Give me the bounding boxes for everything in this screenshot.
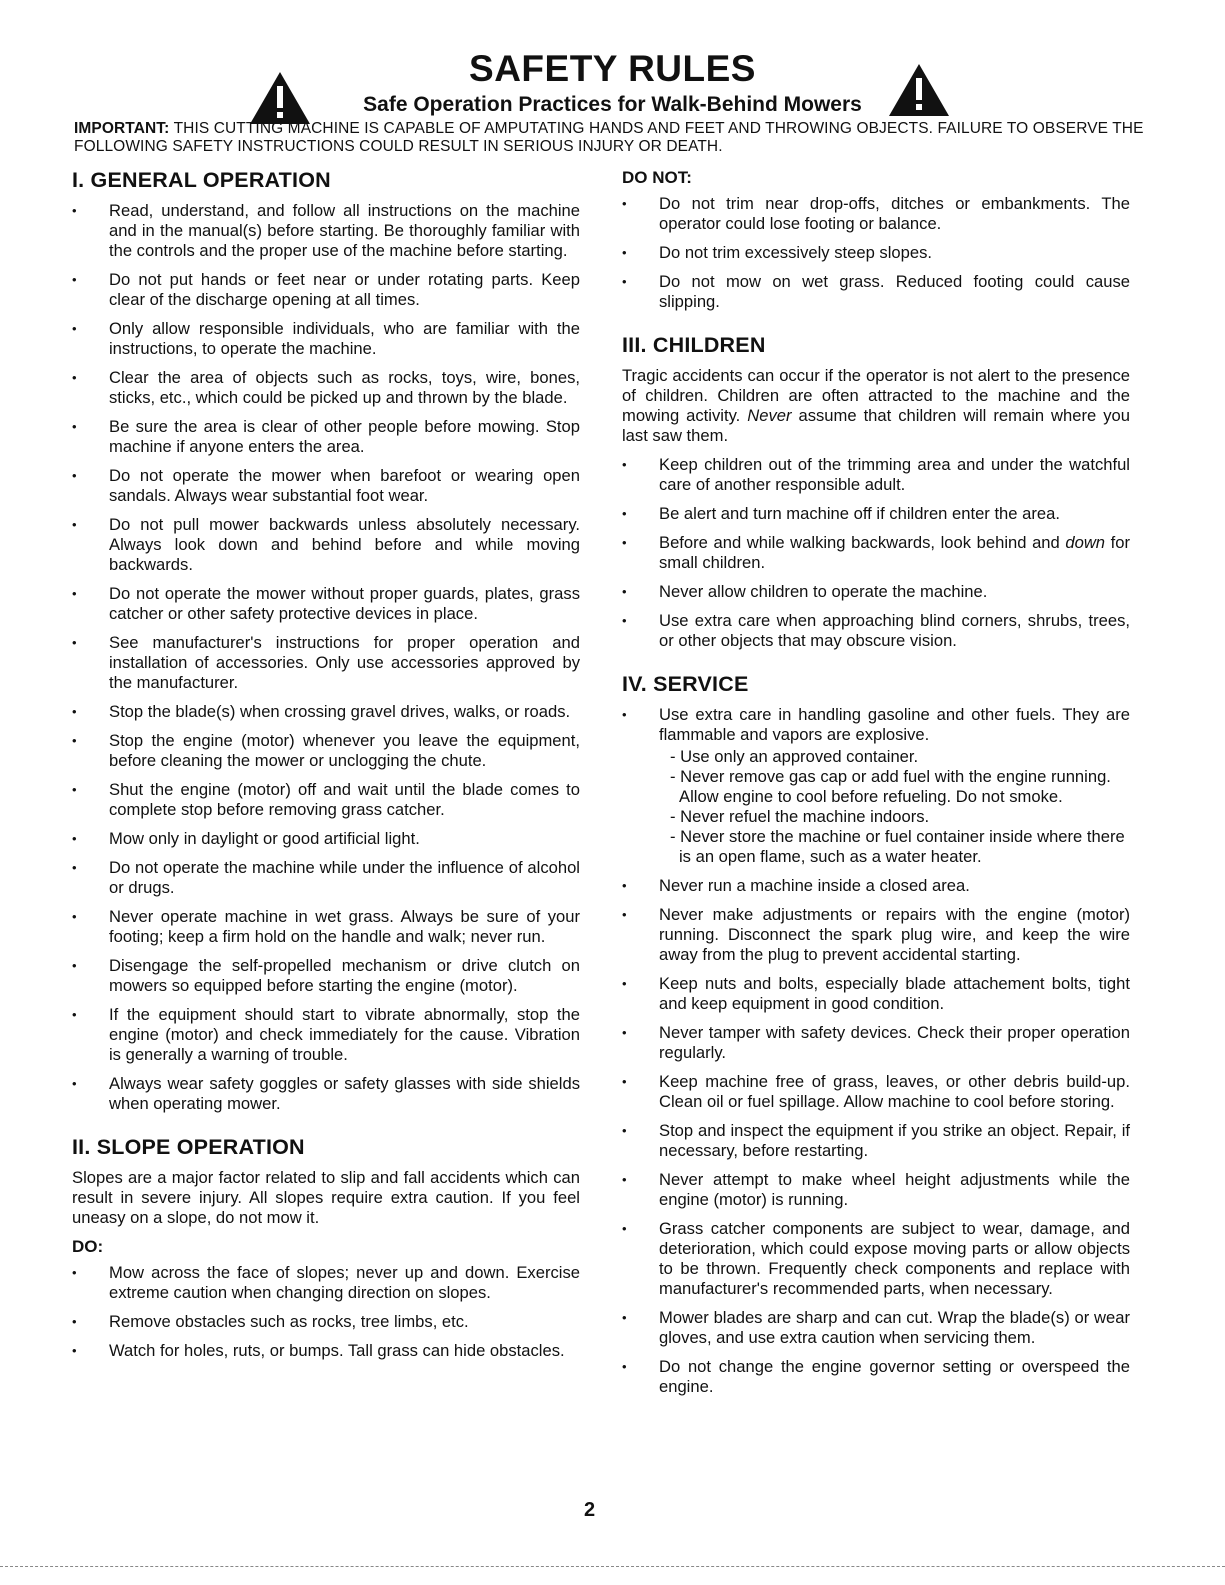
list-item: • Do not pull mower backwards unless absolutely necessary. Always look down and behind before and while moving backwards. (72, 515, 580, 575)
list-item: • Use extra care in handling gasoline and other fuels. They are flammable and vapors are explosive. (622, 705, 1130, 745)
list-item: • Read, understand, and follow all instructions on the machine and in the manual(s) before starting. Be thoroughly familiar with the controls and the proper use of the machine before starting. (72, 201, 580, 261)
service-list-continued (622, 876, 1130, 1397)
sub-item: - Never remove gas cap or add fuel with the engine running. Allow engine to cool before refueling. Do not smoke. (670, 767, 1111, 806)
important-text: THIS CUTTING MACHINE IS CAPABLE OF AMPUTATING HANDS AND FEET AND THROWING OBJECTS. FAILURE TO OBSERVE THE FOLLOWING SAFETY INSTRUCTIONS COULD RESULT IN SERIOUS INJURY OR DEATH. (74, 120, 1144, 155)
list-item: • Never attempt to make wheel height adjustments while the engine (motor) is running. (622, 1170, 1130, 1210)
list-item: • Stop the blade(s) when crossing gravel drives, walks, or roads. (72, 702, 580, 722)
list-item: • Mow across the face of slopes; never up and down. Exercise extreme caution when changing direction on slopes. (72, 1263, 580, 1303)
list-item: • Never operate machine in wet grass. Always be sure of your footing; keep a firm hold on the handle and walk; never run. (72, 907, 580, 947)
list-item: • Do not operate the machine while under the influence of alcohol or drugs. (72, 858, 580, 898)
list-item: • Use extra care when approaching blind corners, shrubs, trees, or other objects that may obscure vision. (622, 611, 1130, 651)
list-item: • If the equipment should start to vibrate abnormally, stop the engine (motor) and check immediately for the cause. Vibration is generally a warning of trouble. (72, 1005, 580, 1065)
children-intro: Tragic accidents can occur if the operator is not alert to the presence of children. Children are often attracted to the machine and the mowing activity. Never assume that children will remain where you last saw them. (622, 366, 1130, 445)
list-item: • Watch for holes, ruts, or bumps. Tall grass can hide obstacles. (72, 1341, 580, 1361)
list-item: • Do not change the engine governor setting or overspeed the engine. (622, 1357, 1130, 1397)
page-number: 2 (584, 1499, 596, 1521)
list-item: • Do not put hands or feet near or under rotating parts. Keep clear of the discharge opening at all times. (72, 270, 580, 310)
list-item: • Before and while walking backwards, look behind and down for small children. (622, 533, 1130, 573)
list-item: • Keep children out of the trimming area and under the watchful care of another responsible adult. (622, 455, 1130, 495)
general-heading: I. GENERAL OPERATION (72, 168, 331, 192)
list-item: • Disengage the self-propelled mechanism or drive clutch on mowers so equipped before starting the engine (motor). (72, 956, 580, 996)
list-item: • Do not mow on wet grass. Reduced footing could cause slipping. (622, 272, 1130, 312)
list-item: • Always wear safety goggles or safety glasses with side shields when operating mower. (72, 1074, 580, 1114)
list-item: • Never make adjustments or repairs with the engine (motor) running. Disconnect the spark plug wire, and keep the wire away from the plug to prevent accidental starting. (622, 905, 1130, 965)
service-list (622, 705, 1130, 745)
children-list (622, 455, 1130, 651)
list-item: • Do not trim excessively steep slopes. (622, 243, 1130, 263)
list-item: • See manufacturer's instructions for proper operation and installation of accessories. Only use accessories approved by the manufacturer. (72, 633, 580, 693)
do-list (72, 1263, 580, 1361)
warning-triangle-icon (887, 62, 951, 118)
page-subtitle: Safe Operation Practices for Walk-Behind Mowers (363, 93, 862, 116)
list-item: • Keep machine free of grass, leaves, or other debris build-up. Clean oil or fuel spillage. Allow machine to cool before storing. (622, 1072, 1130, 1112)
page-title: SAFETY RULES (469, 48, 756, 89)
sub-item: - Never store the machine or fuel container inside where there is an open flame, such as a water heater. (670, 827, 1125, 866)
list-item: • Never run a machine inside a closed area. (622, 876, 1130, 896)
list-item: • Remove obstacles such as rocks, tree limbs, etc. (72, 1312, 580, 1332)
list-item: • Only allow responsible individuals, who are familiar with the instructions, to operate the machine. (72, 319, 580, 359)
important-label: IMPORTANT: (74, 120, 170, 137)
list-item: • Shut the engine (motor) off and wait until the blade comes to complete stop before removing grass catcher. (72, 780, 580, 820)
list-item: • Keep nuts and bolts, especially blade attachement bolts, tight and keep equipment in good condition. (622, 974, 1130, 1014)
right-column (622, 168, 1130, 1406)
list-item: • Do not trim near drop-offs, ditches or embankments. The operator could lose footing or balance. (622, 194, 1130, 234)
list-item: • Be alert and turn machine off if children enter the area. (622, 504, 1130, 524)
left-column (72, 168, 580, 1370)
list-item: • Stop and inspect the equipment if you strike an object. Repair, if necessary, before restarting. (622, 1121, 1130, 1161)
fuel-sub-list (622, 747, 1130, 867)
general-list (72, 201, 580, 1114)
sub-item: - Never refuel the machine indoors. (670, 807, 930, 826)
list-item: • Stop the engine (motor) whenever you leave the equipment, before cleaning the mower or unclogging the chute. (72, 731, 580, 771)
list-item: • Mow only in daylight or good artificial light. (72, 829, 580, 849)
children-heading: III. CHILDREN (622, 333, 766, 357)
list-item: • Do not operate the mower without proper guards, plates, grass catcher or other safety protective devices in place. (72, 584, 580, 624)
bottom-border (0, 1566, 1225, 1567)
sub-item: - Use only an approved container. (670, 747, 919, 766)
do-heading: DO: (72, 1237, 104, 1256)
list-item: • Do not operate the mower when barefoot or wearing open sandals. Always wear substantial foot wear. (72, 466, 580, 506)
donot-heading: DO NOT: (622, 168, 692, 187)
list-item: • Never tamper with safety devices. Check their proper operation regularly. (622, 1023, 1130, 1063)
donot-list (622, 194, 1130, 312)
list-item: • Never allow children to operate the machine. (622, 582, 1130, 602)
slope-intro: Slopes are a major factor related to slip and fall accidents which can result in severe injury. All slopes require extra caution. If you feel uneasy on a slope, do not mow it. (72, 1168, 580, 1227)
list-item: • Grass catcher components are subject to wear, damage, and deterioration, which could expose moving parts or allow objects to be thrown. Frequently check components and replace with manufacturer's recommended parts, when necessary. (622, 1219, 1130, 1299)
important-notice (74, 120, 1154, 156)
list-item: • Mower blades are sharp and can cut. Wrap the blade(s) or wear gloves, and use extra caution when servicing them. (622, 1308, 1130, 1348)
slope-heading: II. SLOPE OPERATION (72, 1135, 305, 1159)
list-item: • Clear the area of objects such as rocks, toys, wire, bones, sticks, etc., which could be picked up and thrown by the blade. (72, 368, 580, 408)
service-heading: IV. SERVICE (622, 672, 749, 696)
list-item: • Be sure the area is clear of other people before mowing. Stop machine if anyone enters the area. (72, 417, 580, 457)
